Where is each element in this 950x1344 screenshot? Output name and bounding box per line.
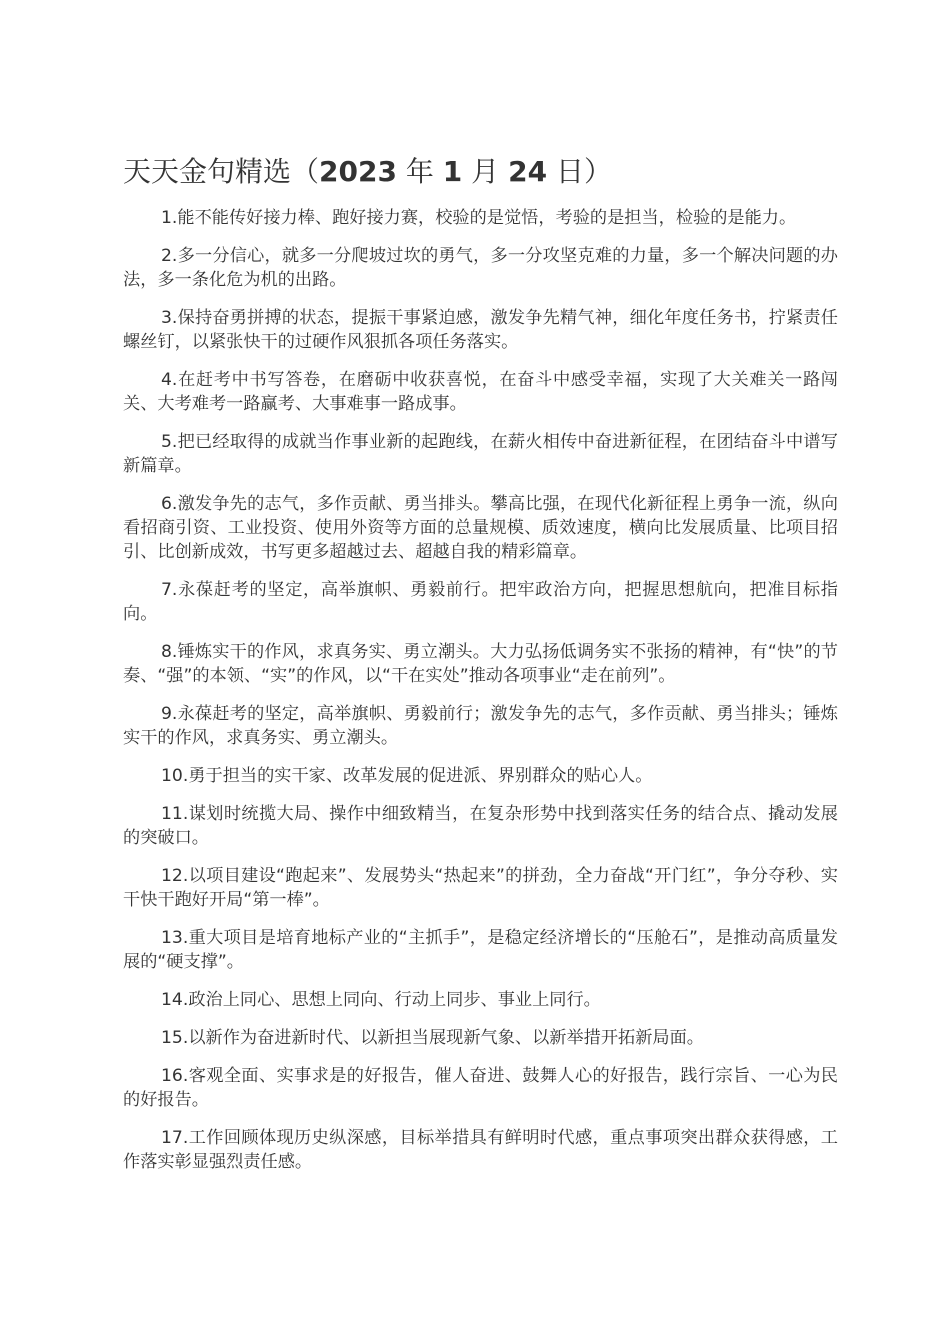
quote-item-14: 14.政治上同心、思想上同向、行动上同步、事业上同行。 — [161, 990, 601, 1010]
document-page — [123, 152, 838, 1188]
quote-item-11: 11.谋划时统揽大局、操作中细致精当，在复杂形势中找到落实任务的结合点、撬动发展的突破口。 — [123, 804, 838, 848]
title-month-unit: 月 — [471, 155, 500, 188]
title-suffix: ） — [583, 155, 612, 188]
title-year-unit: 年 — [405, 155, 434, 188]
quote-item-13: 13.重大项目是培育地标产业的“主抓手”，是稳定经济增长的“压舱石”，是推动高质量发展的“硬支撑”。 — [123, 928, 838, 972]
quote-item-7: 7.永葆赶考的坚定，高举旗帜、勇毅前行。把牢政治方向，把握思想航向，把准目标指向。 — [123, 580, 838, 624]
quote-item-2: 2.多一分信心，就多一分爬坡过坎的勇气，多一分攻坚克难的力量，多一个解决问题的办法，多一条化危为机的出路。 — [123, 246, 838, 290]
title-year: 2023 — [319, 155, 397, 188]
title-prefix: 天天金句精选（ — [123, 155, 320, 188]
quote-item-17: 17.工作回顾体现历史纵深感，目标举措具有鲜明时代感，重点事项突出群众获得感，工作落实彰显强烈责任感。 — [123, 1128, 838, 1172]
title-month: 1 — [442, 155, 463, 188]
quote-item-8: 8.锤炼实干的作风，求真务实、勇立潮头。大力弘扬低调务实不张扬的精神，有“快”的节奏、“强”的本领、“实”的作风，以“干在实处”推动各项事业“走在前列”。 — [123, 642, 838, 686]
quote-item-15: 15.以新作为奋进新时代、以新担当展现新气象、以新举措开拓新局面。 — [161, 1028, 704, 1048]
quote-item-12: 12.以项目建设“跑起来”、发展势头“热起来”的拼劲，全力奋战“开门红”，争分夺秒、实干快干跑好开局“第一棒”。 — [123, 866, 838, 910]
quote-item-6: 6.激发争先的志气，多作贡献、勇当排头。攀高比强，在现代化新征程上勇争一流，纵向看招商引资、工业投资、使用外资等方面的总量规模、质效速度，横向比发展质量、比项目招引、比创新成效，书写更多超越过去、超越自我的精彩篇章。 — [123, 494, 838, 562]
page-title — [123, 152, 838, 192]
quote-item-1: 1.能不能传好接力棒、跑好接力赛，校验的是觉悟，考验的是担当，检验的是能力。 — [161, 208, 797, 228]
title-day-unit: 日 — [555, 155, 584, 188]
quote-item-10: 10.勇于担当的实干家、改革发展的促进派、界别群众的贴心人。 — [161, 766, 653, 786]
quote-item-16: 16.客观全面、实事求是的好报告，催人奋进、鼓舞人心的好报告，践行宗旨、一心为民的好报告。 — [123, 1066, 838, 1110]
quote-item-5: 5.把已经取得的成就当作事业新的起跑线，在薪火相传中奋进新征程，在团结奋斗中谱写新篇章。 — [123, 432, 838, 476]
title-day: 24 — [508, 155, 548, 188]
quote-item-4: 4.在赶考中书写答卷，在磨砺中收获喜悦，在奋斗中感受幸福，实现了大关难关一路闯关、大考难考一路赢考、大事难事一路成事。 — [123, 370, 838, 414]
quote-item-9: 9.永葆赶考的坚定，高举旗帜、勇毅前行；激发争先的志气，多作贡献、勇当排头；锤炼实干的作风，求真务实、勇立潮头。 — [123, 704, 838, 748]
quote-item-3: 3.保持奋勇拼搏的状态，提振干事紧迫感，激发争先精气神，细化年度任务书，拧紧责任螺丝钉，以紧张快干的过硬作风狠抓各项任务落实。 — [123, 308, 838, 352]
